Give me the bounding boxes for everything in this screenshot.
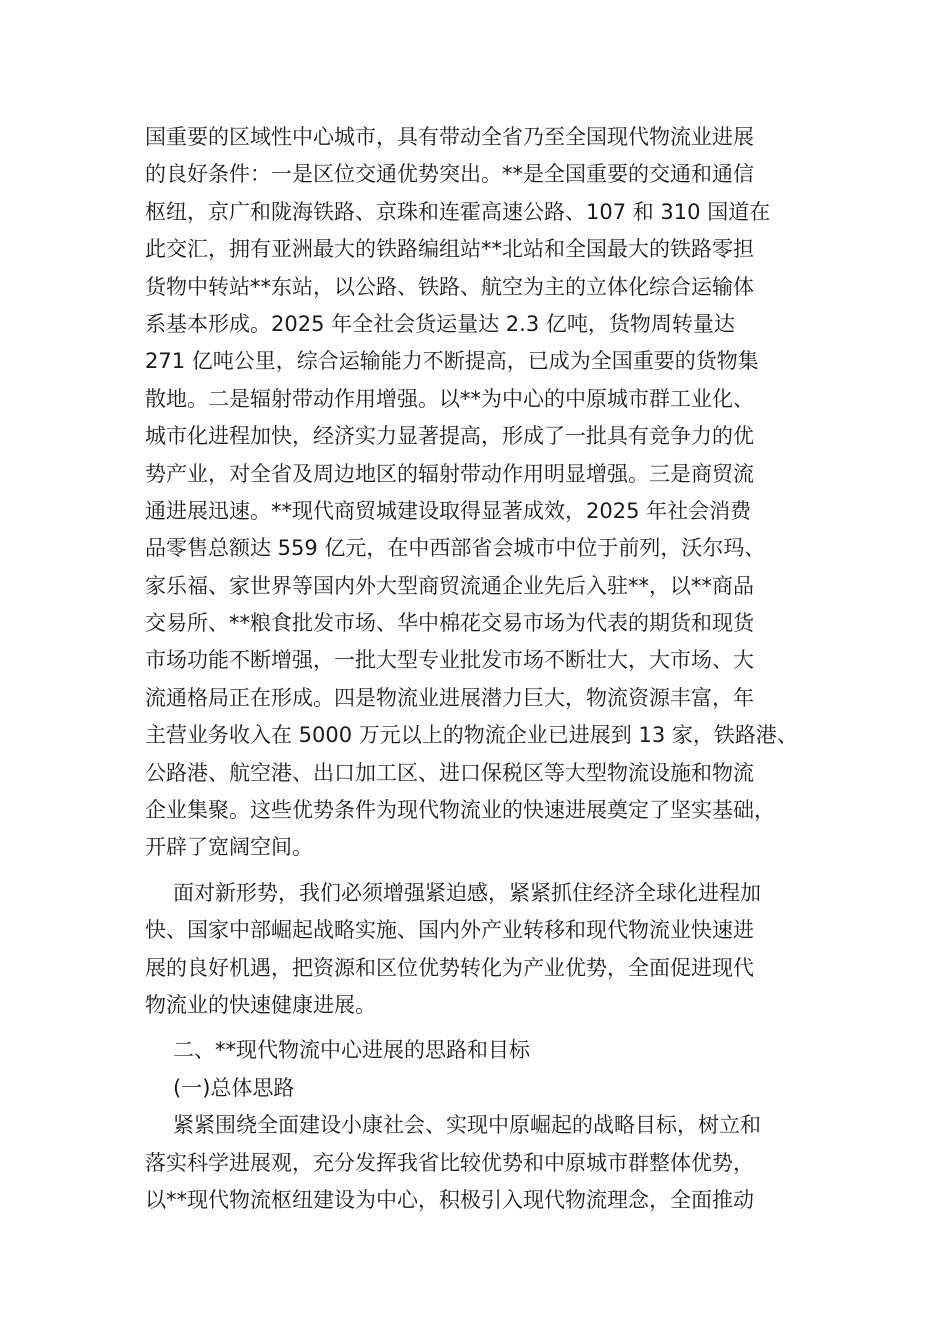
text-line: 品零售总额达 559 亿元，在中西部省会城市中位于前列，沃尔玛、 bbox=[145, 536, 766, 561]
text-line: 势产业，对全省及周边地区的辐射带动作用明显增强。三是商贸流 bbox=[145, 461, 754, 486]
text-line: 国重要的区域性中心城市，具有带动全省乃至全国现代物流业进展 bbox=[145, 125, 754, 149]
text-line: 公路港、航空港、出口加工区、进口保税区等大型物流设施和物流 bbox=[145, 760, 754, 785]
text-line: 展的良好机遇，把资源和区位优势转化为产业优势，全面促进现代 bbox=[145, 955, 754, 980]
text-line: 落实科学进展观，充分发挥我省比较优势和中原城市群整体优势， bbox=[145, 1150, 754, 1175]
paragraph-overall-approach bbox=[145, 1107, 835, 1219]
text-line: 紧紧围绕全面建设小康社会、实现中原崛起的战略目标，树立和 bbox=[173, 1113, 761, 1138]
text-line: 快、国家中部崛起战略实施、国内外产业转移和现代物流业快速进 bbox=[145, 918, 754, 943]
text-line: 此交汇，拥有亚洲最大的铁路编组站**北站和全国最大的铁路零担 bbox=[145, 237, 754, 262]
text-line: 城市化进程加快，经济实力显著提高，形成了一批具有竞争力的优 bbox=[145, 424, 754, 449]
paragraph-advantages bbox=[145, 119, 835, 867]
text-line: 开辟了宽阔空间。 bbox=[145, 835, 313, 860]
text-line: 主营业务收入在 5000 万元以上的物流企业已进展到 13 家，铁路港、 bbox=[145, 723, 798, 748]
text-line: 交易所、**粮食批发市场、华中棉花交易市场为代表的期货和现货 bbox=[145, 611, 754, 636]
text-line: 家乐福、家世界等国内外大型商贸流通企业先后入驻**，以**商品 bbox=[145, 573, 754, 598]
text-line: 物流业的快速健康进展。 bbox=[145, 992, 376, 1017]
paragraph-spacer bbox=[145, 1024, 835, 1032]
paragraph-new-situation bbox=[145, 875, 835, 1025]
text-line: 枢纽，京广和陇海铁路、京珠和连霍高速公路、107 和 310 国道在 bbox=[145, 199, 771, 224]
paragraph-spacer bbox=[145, 867, 835, 875]
text-line: 271 亿吨公里，综合运输能力不断提高，已成为全国重要的货物集 bbox=[145, 349, 759, 374]
text-line: 系基本形成。2025 年全社会货运量达 2.3 亿吨，货物周转量达 bbox=[145, 311, 735, 336]
text-line: 流通格局正在形成。四是物流业进展潜力巨大，物流资源丰富，年 bbox=[145, 685, 754, 710]
text-line: 企业集聚。这些优势条件为现代物流业的快速进展奠定了坚实基础， bbox=[145, 798, 775, 823]
text-line: 面对新形势，我们必须增强紧迫感，紧紧抓住经济全球化进程加 bbox=[173, 880, 761, 905]
text-line: 以**现代物流枢纽建设为中心，积极引入现代物流理念，全面推动 bbox=[145, 1187, 754, 1212]
text-line: 市场功能不断增强，一批大型专业批发市场不断壮大，大市场、大 bbox=[145, 648, 754, 673]
text-line: 的良好条件：一是区位交通优势突出。**是全国重要的交通和通信 bbox=[145, 162, 754, 187]
subsection-heading: (一)总体思路 bbox=[173, 1075, 295, 1100]
text-line: 散地。二是辐射带动作用增强。以**为中心的中原城市群工业化、 bbox=[145, 386, 754, 411]
section-heading: 二、**现代物流中心进展的思路和目标 bbox=[173, 1038, 530, 1063]
text-line: 通进展迅速。**现代商贸城建设取得显著成效，2025 年社会消费 bbox=[145, 498, 752, 523]
text-line: 货物中转站**东站，以公路、铁路、航空为主的立体化综合运输体 bbox=[145, 274, 754, 299]
document-body bbox=[145, 119, 835, 1219]
